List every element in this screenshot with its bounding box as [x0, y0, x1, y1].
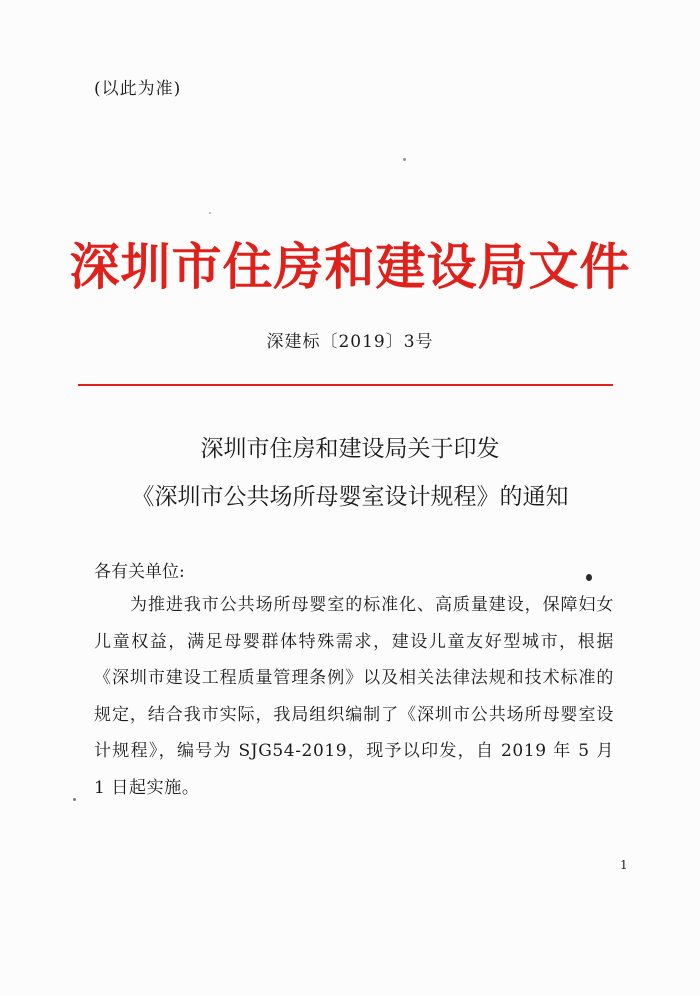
document-number: 深建标〔2019〕3号: [266, 332, 434, 352]
salutation: 各有关单位:: [94, 562, 185, 582]
scan-speck: [73, 798, 76, 801]
scan-speck: [403, 158, 406, 161]
notice-title-line-2: 《深圳市公共场所母婴室设计规程》的通知: [131, 484, 569, 510]
scan-speck: [209, 212, 211, 214]
authoritative-note: (以此为准): [94, 79, 182, 99]
page-number: 1: [620, 858, 628, 872]
notice-title-line-1: 深圳市住房和建设局关于印发: [200, 436, 500, 462]
notice-body-paragraph: 为推进我市公共场所母婴室的标准化、高质量建设，保障妇女儿童权益，满足母婴群体特殊需求，建设儿童友好型城市，根据《深圳市建设工程质量管理条例》以及相关法律法规和技术标准的规定，结合我市实际，我局组织编制了《深圳市公共场所母婴室设计规程》，编号为 SJG54-2019，现予以印发，自 2019 年 5 月 1 日起实施。: [94, 595, 614, 798]
red-divider-rule: [78, 384, 613, 386]
masthead-title: 深圳市住房和建设局文件: [69, 238, 631, 296]
scan-speck: [586, 574, 592, 581]
